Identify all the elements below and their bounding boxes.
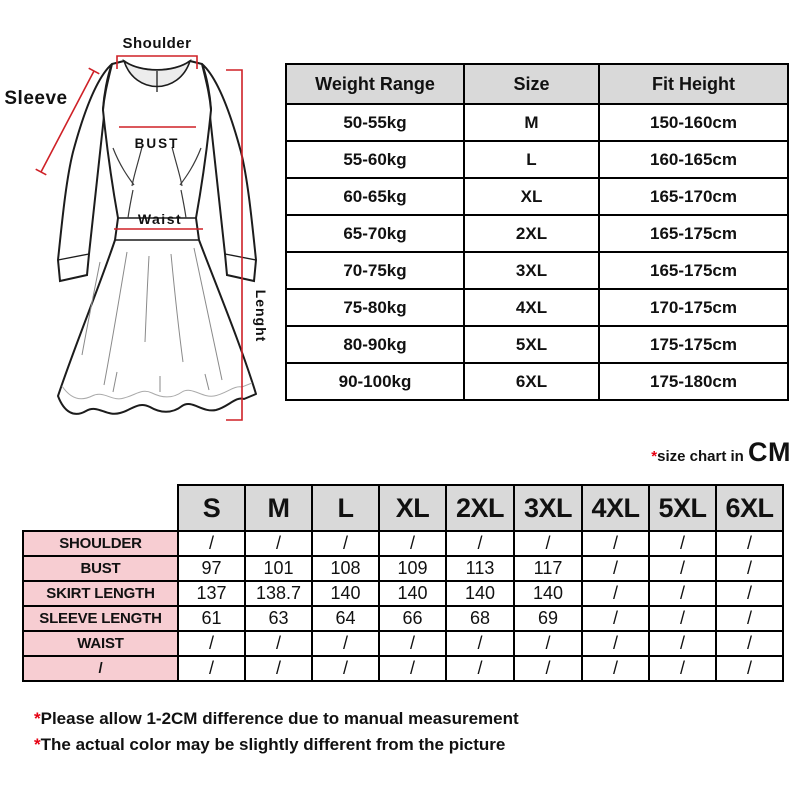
measurement-cell: / [446, 531, 514, 556]
measurement-cell: / [582, 531, 649, 556]
measurement-cell: / [649, 581, 716, 606]
measurement-cell: / [649, 606, 716, 631]
measurement-cell: / [379, 631, 446, 656]
table-row [286, 252, 788, 289]
measurement-cell: 108 [312, 556, 379, 581]
weight-cell: 80-90kg [286, 326, 464, 363]
table-row [286, 289, 788, 326]
size-column-header: 2XL [446, 485, 514, 531]
measurement-cell: / [716, 581, 783, 606]
height-cell: 165-175cm [599, 215, 788, 252]
measurement-cell: / [649, 531, 716, 556]
measurement-cell: 66 [379, 606, 446, 631]
length-label: Lenght [253, 289, 269, 343]
size-cell: XL [464, 178, 599, 215]
size-cell: 3XL [464, 252, 599, 289]
weight-cell: 75-80kg [286, 289, 464, 326]
size-cell: 4XL [464, 289, 599, 326]
asterisk-mark: * [34, 709, 41, 728]
footnotes [34, 706, 519, 758]
height-cell: 150-160cm [599, 104, 788, 141]
height-cell: 165-175cm [599, 252, 788, 289]
shoulder-label: Shoulder [122, 35, 192, 52]
footnote-text: The actual color may be slightly different from the picture [40, 735, 506, 754]
empty-corner-cell [23, 485, 178, 531]
measurement-cell: / [245, 656, 312, 681]
size-cell: 6XL [464, 363, 599, 400]
weight-cell: 55-60kg [286, 141, 464, 178]
measurement-cell: 138.7 [245, 581, 312, 606]
measurement-cell: / [514, 631, 582, 656]
size-cell: 5XL [464, 326, 599, 363]
weight-table-header-row [286, 64, 788, 104]
footnote-line [34, 732, 519, 758]
measurement-cell: / [716, 656, 783, 681]
measurement-cell: 68 [446, 606, 514, 631]
measurement-cell: 140 [312, 581, 379, 606]
measurement-cell: 61 [178, 606, 245, 631]
measurement-cell: / [514, 531, 582, 556]
weight-cell: 50-55kg [286, 104, 464, 141]
size-column-header: XL [379, 485, 446, 531]
measurement-cell: / [379, 531, 446, 556]
measurement-cell: / [245, 631, 312, 656]
measurement-cell: 109 [379, 556, 446, 581]
measurement-row-waist [23, 631, 783, 656]
measurement-cell: / [649, 656, 716, 681]
measurement-cell: / [312, 656, 379, 681]
measurement-cell: / [716, 631, 783, 656]
measurement-cell: / [178, 531, 245, 556]
measurement-cell: / [716, 606, 783, 631]
size-header-row [23, 485, 783, 531]
measurement-cell: 117 [514, 556, 582, 581]
height-cell: 170-175cm [599, 289, 788, 326]
measurement-cell: 101 [245, 556, 312, 581]
measurement-cell: / [446, 631, 514, 656]
size-column-header: M [245, 485, 312, 531]
waist-label: Waist [137, 211, 183, 227]
weight-size-table [285, 63, 789, 401]
height-cell: 160-165cm [599, 141, 788, 178]
measurement-cell: / [178, 656, 245, 681]
size-column-header: 5XL [649, 485, 716, 531]
measurement-cell: / [716, 531, 783, 556]
measurement-cell: 137 [178, 581, 245, 606]
measurement-cell: / [582, 656, 649, 681]
size-column-header: L [312, 485, 379, 531]
measurement-cell: / [716, 556, 783, 581]
row-label: WAIST [23, 631, 178, 656]
measurement-cell: / [514, 656, 582, 681]
size-header: Size [464, 64, 599, 104]
sleeve-label: Sleeve [4, 88, 68, 109]
size-cell: L [464, 141, 599, 178]
row-label: SLEEVE LENGTH [23, 606, 178, 631]
row-label: / [23, 656, 178, 681]
measurement-row-shoulder [23, 531, 783, 556]
footnote-line [34, 706, 519, 732]
measurement-cell: / [312, 531, 379, 556]
weight-cell: 60-65kg [286, 178, 464, 215]
measurement-row-bust [23, 556, 783, 581]
table-row [286, 141, 788, 178]
measurement-cell: / [649, 556, 716, 581]
measurement-cell: 113 [446, 556, 514, 581]
size-chart-unit-note [651, 437, 791, 468]
bust-label: BUST [134, 136, 180, 151]
size-cell: M [464, 104, 599, 141]
measurement-cell: 63 [245, 606, 312, 631]
weight-range-header: Weight Range [286, 64, 464, 104]
measurement-cell: 64 [312, 606, 379, 631]
table-row [286, 326, 788, 363]
weight-cell: 70-75kg [286, 252, 464, 289]
dress-measurement-diagram [0, 0, 280, 435]
measurement-cell: / [582, 631, 649, 656]
measurement-cell: 140 [446, 581, 514, 606]
measurement-row-skirt-length [23, 581, 783, 606]
measurement-cell: / [312, 631, 379, 656]
height-cell: 165-170cm [599, 178, 788, 215]
height-cell: 175-175cm [599, 326, 788, 363]
size-column-header: S [178, 485, 245, 531]
row-label: SKIRT LENGTH [23, 581, 178, 606]
table-row [286, 363, 788, 400]
weight-cell: 90-100kg [286, 363, 464, 400]
measurement-cell: / [649, 631, 716, 656]
measurement-cell: 69 [514, 606, 582, 631]
size-column-header: 4XL [582, 485, 649, 531]
size-column-header: 3XL [514, 485, 582, 531]
size-column-header: 6XL [716, 485, 783, 531]
table-row [286, 104, 788, 141]
row-label: BUST [23, 556, 178, 581]
measurement-cell: / [446, 656, 514, 681]
table-row [286, 178, 788, 215]
measurement-cell: 140 [514, 581, 582, 606]
height-cell: 175-180cm [599, 363, 788, 400]
measurement-cell: / [379, 656, 446, 681]
measurement-cell: / [582, 556, 649, 581]
footnote-text: Please allow 1-2CM difference due to manual measurement [40, 709, 519, 728]
measurements-table [22, 484, 784, 682]
fit-height-header: Fit Height [599, 64, 788, 104]
table-row [286, 215, 788, 252]
measurement-cell: / [582, 606, 649, 631]
measurement-row-extra [23, 656, 783, 681]
measurement-cell: / [245, 531, 312, 556]
measurement-cell: / [582, 581, 649, 606]
weight-cell: 65-70kg [286, 215, 464, 252]
measurement-cell: / [178, 631, 245, 656]
measurement-row-sleeve-length [23, 606, 783, 631]
asterisk-mark: * [651, 448, 658, 465]
row-label: SHOULDER [23, 531, 178, 556]
size-cell: 2XL [464, 215, 599, 252]
measurement-cell: 140 [379, 581, 446, 606]
size-note-text: size chart in [657, 448, 748, 465]
measurement-cell: 97 [178, 556, 245, 581]
size-note-unit: CM [748, 437, 791, 467]
asterisk-mark: * [34, 735, 41, 754]
